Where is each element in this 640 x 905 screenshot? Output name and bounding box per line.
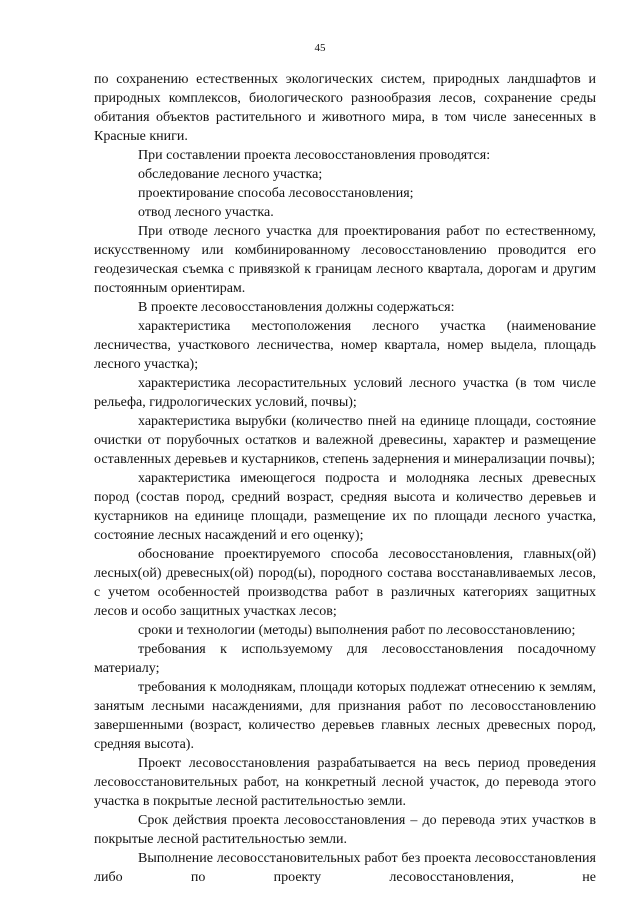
list-item: отвод лесного участка. (138, 205, 274, 220)
paragraph: Выполнение лесовосстановительных работ без проекта лесовосстановления либо по проекту лесовосстановления, не (94, 851, 596, 885)
paragraph: При составлении проекта лесовосстановления проводятся: (138, 148, 491, 163)
list-item: требования к молоднякам, площади которых подлежат отнесению к землям, занятым лесными насаждениями, для признания работ по лесовосстановлению завершенными (возраст, количество деревьев главных лесных древесных пород, средняя высота). (94, 680, 596, 752)
list-item: обоснование проектируемого способа лесовосстановления, главных(ой) лесных(ой) древесных(ой) пород(ы), породного состава восстанавливаемых лесов, с учетом особенностей производства работ в различных категориях защитных лесов и особо защитных участках лесов; (94, 547, 596, 619)
list-item: проектирование способа лесовосстановления; (138, 186, 414, 201)
list-item: характеристика местоположения лесного участка (наименование лесничества, участкового лесничества, номер квартала, номер выдела, площадь лесного участка); (94, 319, 596, 372)
list-item: обследование лесного участка; (138, 167, 323, 182)
body-text (94, 70, 596, 887)
paragraph: по сохранению естественных экологических систем, природных ландшафтов и природных комплексов, биологического разнообразия лесов, сохранение среды обитания объектов растительного и животного мира, в том числе занесенных в Красные книги. (94, 72, 596, 144)
page-number: 45 (314, 42, 326, 54)
paragraph: Проект лесовосстановления разрабатывается на весь период проведения лесовосстановительных работ, на конкретный лесной участок, до перевода этого участка в покрытые лесной растительностью земли. (94, 756, 596, 809)
list-item: сроки и технологии (методы) выполнения работ по лесовосстановлению; (138, 623, 576, 638)
list-item: характеристика имеющегося подроста и молодняка лесных древесных пород (состав пород, средний возраст, средняя высота и количество деревьев и кустарников на единице площади, размещение их по площади лесного участка, состояние лесных насаждений и его оценку); (94, 471, 596, 543)
list-item: характеристика лесорастительных условий лесного участка (в том числе рельефа, гидрологических условий, почвы); (94, 376, 596, 410)
paragraph: В проекте лесовосстановления должны содержаться: (138, 300, 455, 315)
paragraph: Срок действия проекта лесовосстановления – до перевода этих участков в покрытые лесной растительностью земли. (94, 813, 596, 847)
list-item: требования к используемому для лесовосстановления посадочному материалу; (94, 642, 596, 676)
list-item: характеристика вырубки (количество пней на единице площади, состояние очистки от порубочных остатков и валежной древесины, характер и размещение оставленных деревьев и кустарников, степень задернения и минерализации почвы); (94, 414, 596, 467)
paragraph: При отводе лесного участка для проектирования работ по естественному, искусственному или комбинированному лесовосстановлению проводится его геодезическая съемка с привязкой к границам лесного квартала, дорогам и другим постоянным ориентирам. (94, 224, 596, 296)
